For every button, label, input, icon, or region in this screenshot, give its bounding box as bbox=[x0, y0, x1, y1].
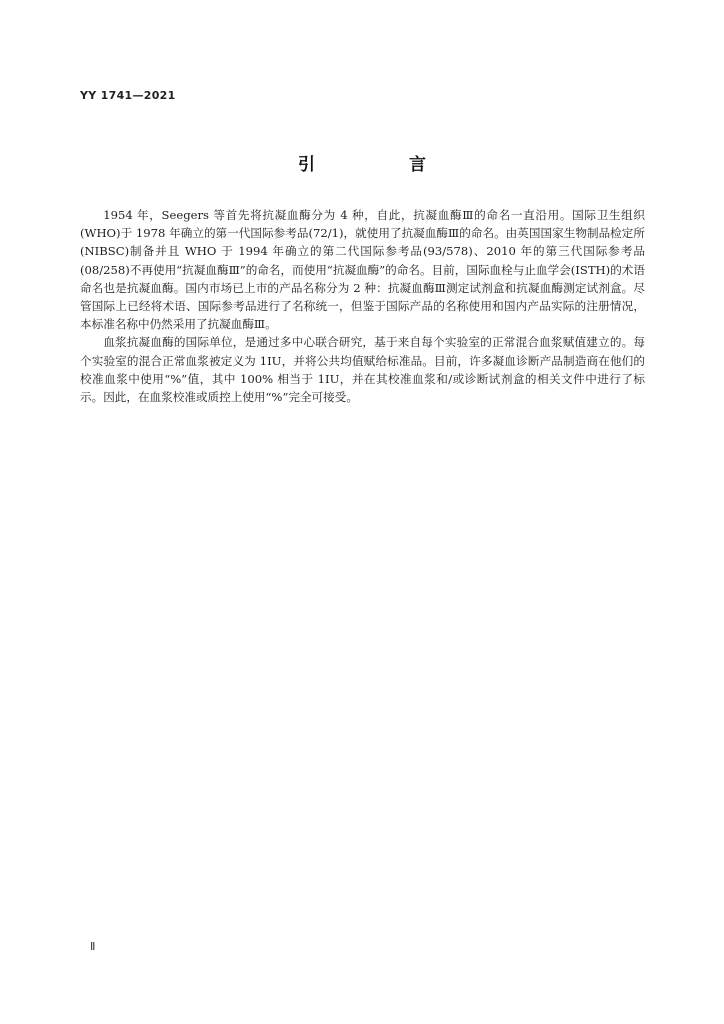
paragraph-nomenclature: 1954 年，Seegers 等首先将抗凝血酶分为 4 种，自此，抗凝血酶Ⅲ的命名一直沿用。国际卫生组织(WHO)于 1978 年确立的第一代国际参考品(72/1)，就使用了抗凝血酶Ⅲ的命名。由英国国家生物制品检定所(NIBSC)制备并且 WHO 于 1994 年确立的第二代国际参考品(93/578)、2010 年的第三代国际参考品(08/258)不再使用“抗凝血酶Ⅲ”的命名，而使用“抗凝血酶”的命名。目前，国际血栓与止血学会(ISTH)的术语命名也是抗凝血酶。国内市场已上市的产品名称分为 2 种：抗凝血酶Ⅲ测定试剂盒和抗凝血酶测定试剂盒。尽管国际上已经将术语、国际参考品进行了名称统一，但鉴于国际产品的名称使用和国内产品实际的注册情况，本标准名称中仍然采用了抗凝血酶Ⅲ。 bbox=[80, 208, 645, 332]
paragraph-international-unit: 血浆抗凝血酶的国际单位，是通过多中心联合研究，基于来自每个实验室的正常混合血浆赋值建立的。每个实验室的混合正常血浆被定义为 1IU，并将公共均值赋给标准品。目前，许多凝血诊断产品制造商在他们的校准血浆中使用“%”值，其中 100% 相当于 1IU，并在其校准血浆和/或诊断试剂盒的相关文件中进行了标示。因此，在血浆校准或质控上使用“%”完全可接受。 bbox=[80, 335, 645, 405]
page-number: Ⅱ bbox=[90, 940, 96, 953]
introduction-body bbox=[80, 206, 645, 406]
section-title: 引 言 bbox=[298, 155, 470, 175]
standard-code: YY 1741—2021 bbox=[80, 89, 176, 102]
